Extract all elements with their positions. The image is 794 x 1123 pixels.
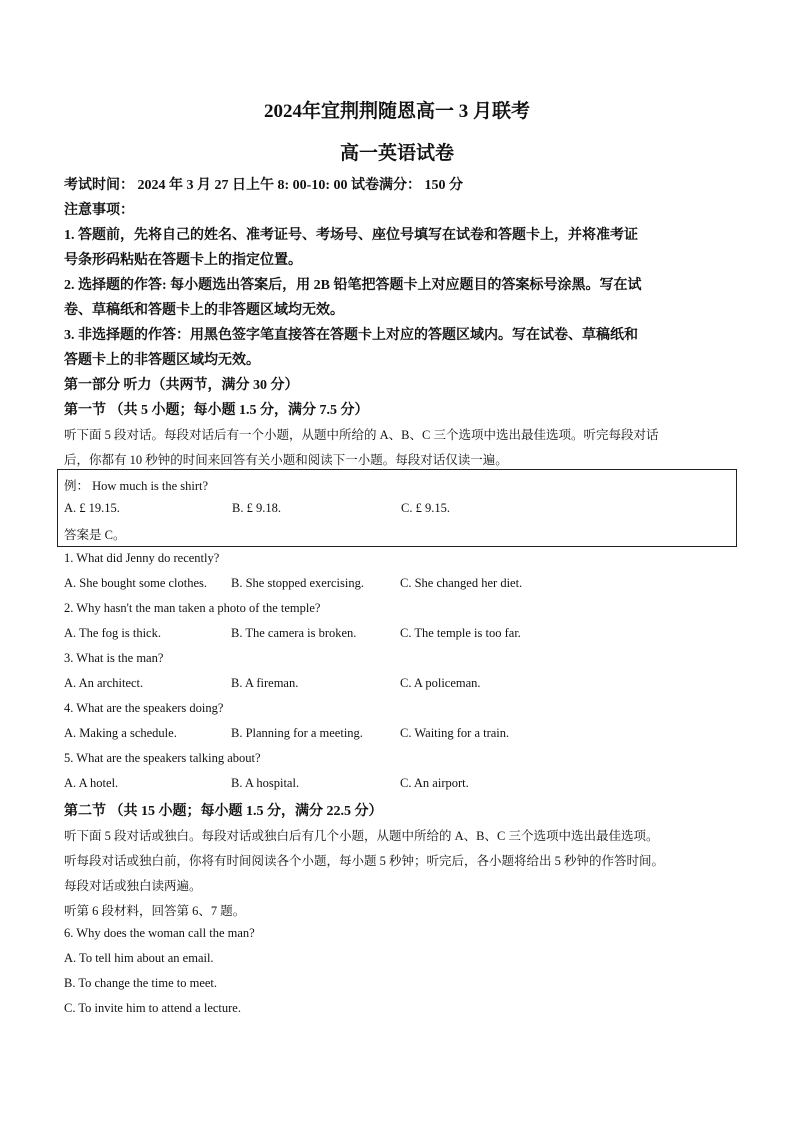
material-note: 听第 6 段材料，回答第 6、7 题。 xyxy=(64,904,246,918)
example-box xyxy=(57,469,737,547)
example-question: 例： How much is the shirt? xyxy=(64,479,209,493)
note-line: 3. 非选择题的作答：用黑色签字笔直接答在答题卡上对应的答题区域内。写在试卷、草稿纸和 xyxy=(64,328,638,343)
option-b: B. A hospital. xyxy=(231,776,300,790)
exam-title: 2024年宜荆荆随恩高一 3 月联考 xyxy=(263,101,530,122)
note-line: 卷、草稿纸和答题卡上的非答题区域均无效。 xyxy=(64,303,344,318)
exam-info: 考试时间： 2024 年 3 月 27 日上午 8: 00-10: 00 试卷满分： 150 分 xyxy=(64,178,463,193)
part1-heading: 第一部分 听力（共两节，满分 30 分） xyxy=(64,378,299,393)
section1-instruction: 后，你都有 10 秒钟的时间来回答有关小题和阅读下一小题。每段对话仅读一遍。 xyxy=(64,453,508,467)
option-c: C. A policeman. xyxy=(400,676,481,690)
option-a: A. The fog is thick. xyxy=(64,626,161,640)
option-c: C. Waiting for a train. xyxy=(400,726,510,740)
example-option: B. £ 9.18. xyxy=(232,501,281,515)
question-text: 4. What are the speakers doing? xyxy=(64,701,224,715)
question-text: 5. What are the speakers talking about? xyxy=(64,751,261,765)
section2-instruction: 每段对话或独白读两遍。 xyxy=(64,879,202,893)
note-line: 答题卡上的非答题区域均无效。 xyxy=(64,353,260,368)
section1-instruction: 听下面 5 段对话。每段对话后有一个小题，从题中所给的 A、B、C 三个选项中选出最佳选项。听完每段对话 xyxy=(64,428,659,442)
option-a: A. Making a schedule. xyxy=(64,726,177,740)
note-line: 2. 选择题的作答: 每小题选出答案后，用 2B 铅笔把答题卡上对应题目的答案标号涂黑。写在试 xyxy=(64,278,642,293)
option-a: A. She bought some clothes. xyxy=(64,576,208,590)
notes-heading: 注意事项： xyxy=(64,203,134,218)
option-a: A. To tell him about an email. xyxy=(64,951,214,965)
question-text: 1. What did Jenny do recently? xyxy=(64,551,220,565)
question-text: 2. Why hasn't the man taken a photo of the temple? xyxy=(64,601,321,615)
example-answer: 答案是 C。 xyxy=(64,528,126,542)
option-a: A. An architect. xyxy=(64,676,144,690)
option-b: B. Planning for a meeting. xyxy=(231,726,363,740)
section2-instruction: 听每段对话或独白前，你将有时间阅读各个小题，每小题 5 秒钟；听完后，各小题将给出 5 秒钟的作答时间。 xyxy=(64,854,665,868)
option-b: B. The camera is broken. xyxy=(231,626,357,640)
option-a: A. A hotel. xyxy=(64,776,119,790)
option-b: B. She stopped exercising. xyxy=(231,576,364,590)
option-c: C. She changed her diet. xyxy=(400,576,523,590)
example-option: A. £ 19.15. xyxy=(64,501,120,515)
section2-heading: 第二节 （共 15 小题；每小题 1.5 分，满分 22.5 分） xyxy=(64,804,383,819)
exam-subtitle: 高一英语试卷 xyxy=(339,143,454,164)
option-b: B. To change the time to meet. xyxy=(64,976,218,990)
question-text: 6. Why does the woman call the man? xyxy=(64,926,255,940)
note-line: 1. 答题前，先将自己的姓名、准考证号、考场号、座位号填写在试卷和答题卡上，并将准考证 xyxy=(64,228,638,243)
option-b: B. A fireman. xyxy=(231,676,299,690)
note-line: 号条形码粘贴在答题卡上的指定位置。 xyxy=(64,253,302,268)
question-text: 3. What is the man? xyxy=(64,651,164,665)
option-c: C. To invite him to attend a lecture. xyxy=(64,1001,241,1015)
example-option: C. £ 9.15. xyxy=(401,501,450,515)
section2-instruction: 听下面 5 段对话或独白。每段对话或独白后有几个小题，从题中所给的 A、B、C 三个选项中选出最佳选项。 xyxy=(64,829,659,843)
option-c: C. An airport. xyxy=(400,776,469,790)
section1-heading: 第一节 （共 5 小题；每小题 1.5 分，满分 7.5 分） xyxy=(64,403,369,418)
option-c: C. The temple is too far. xyxy=(400,626,521,640)
